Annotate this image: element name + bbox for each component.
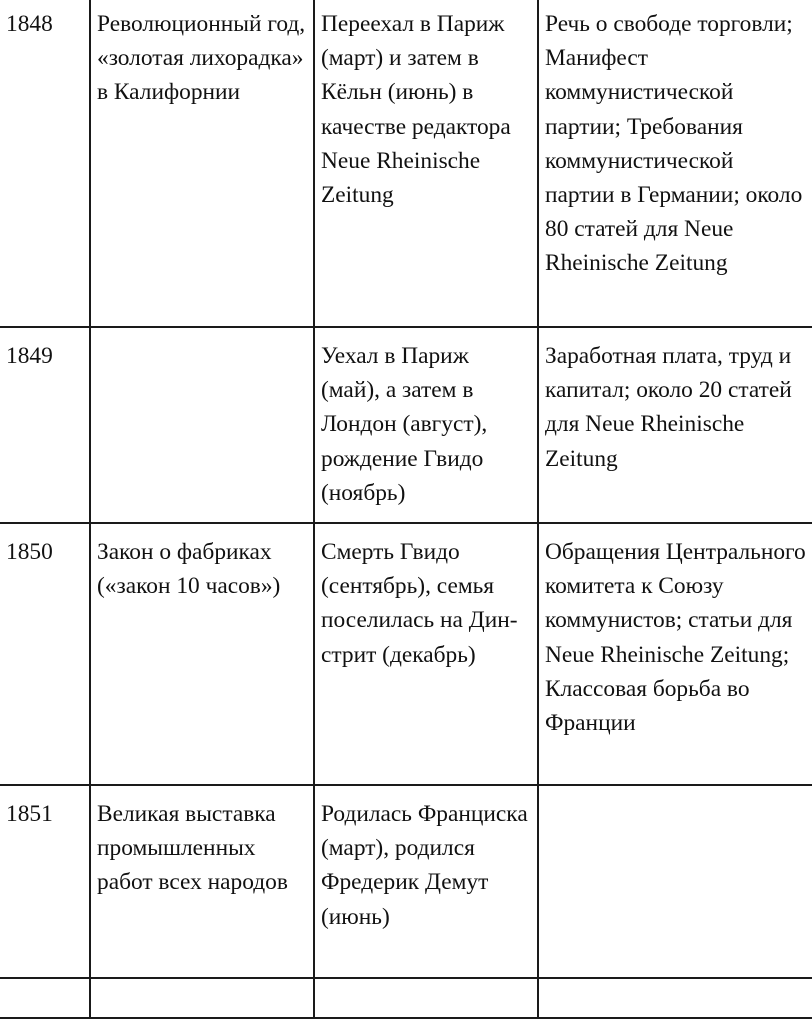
year-cell [0, 978, 90, 1018]
year-cell: 1848 [0, 0, 90, 327]
year-cell: 1850 [0, 523, 90, 785]
historical-event-cell: Революционный год, «золотая лихорадка» в Калифорнии [90, 0, 314, 327]
works-cell: Заработная плата, труд и капитал; около 20 статей для Neue Rheinische Zeitung [538, 327, 812, 523]
works-cell [538, 978, 812, 1018]
table-row [0, 0, 812, 327]
table-row [0, 978, 812, 1018]
year-cell: 1851 [0, 785, 90, 978]
year-cell: 1849 [0, 327, 90, 523]
works-cell [538, 785, 812, 978]
life-event-cell: Родилась Франциска (март), родился Фредерик Демут (июнь) [314, 785, 538, 978]
historical-event-cell [90, 327, 314, 523]
historical-event-cell: Великая выставка промышленных работ всех народов [90, 785, 314, 978]
table-row [0, 523, 812, 785]
life-event-cell: Смерть Гвидо (сентябрь), семья поселилась на Дин-стрит (декабрь) [314, 523, 538, 785]
life-event-cell: Переехал в Париж (март) и затем в Кёльн (июнь) в качестве редактора Neue Rheinische Zeitung [314, 0, 538, 327]
life-event-cell: Уехал в Париж (май), а затем в Лондон (август), рождение Гвидо (ноябрь) [314, 327, 538, 523]
table-row [0, 327, 812, 523]
life-event-cell [314, 978, 538, 1018]
historical-event-cell [90, 978, 314, 1018]
table-row [0, 785, 812, 978]
works-cell: Речь о свободе торговли; Манифест коммунистической партии; Требования коммунистической партии в Германии; около 80 статей для Neue Rheinische Zeitung [538, 0, 812, 327]
works-cell: Обращения Центрального комитета к Союзу коммунистов; статьи для Neue Rheinische Zeitung; Классовая борьба во Франции [538, 523, 812, 785]
historical-event-cell: Закон о фабриках («закон 10 часов») [90, 523, 314, 785]
